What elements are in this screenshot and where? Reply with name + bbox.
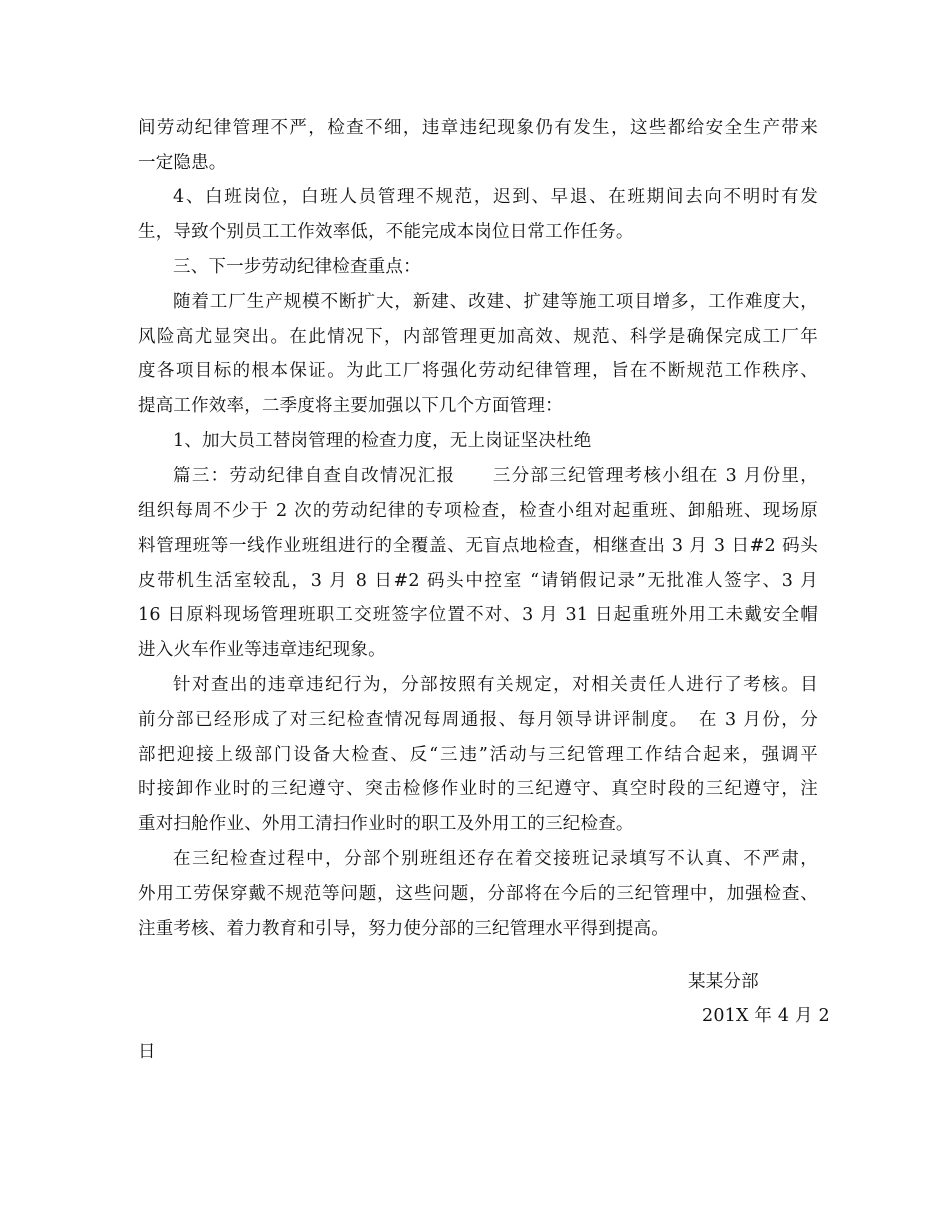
signature-org: 某某分部 — [688, 972, 759, 992]
signature-date: 201X 年 4 月 2 — [702, 1006, 830, 1026]
text-line: 一定隐患。 — [138, 153, 227, 173]
text-line: 时接卸作业时的三纪遵守、突击检修作业时的三纪遵守、真空时段的三纪遵守，注 — [138, 779, 818, 799]
signature-date-tail: 日 — [138, 1042, 156, 1062]
text-line: 皮带机生活室较乱，3 月 8 日#2 码头中控室 “请销假记录”无批准人签字、3 月 — [138, 571, 818, 591]
text-line: 篇三：劳动纪律自查自改情况汇报 三分部三纪管理考核小组在 3 月份里， — [173, 466, 818, 486]
text-line: 注重考核、着力教育和引导，努力使分部的三纪管理水平得到提高。 — [138, 919, 669, 939]
text-line: 组织每周不少于 2 次的劳动纪律的专项检查，检查小组对起重班、卸船班、现场原 — [138, 501, 818, 521]
text-line: 16 日原料现场管理班职工交班签字位置不对、3 月 31 日起重班外用工未戴安全帽 — [138, 605, 818, 625]
text-line: 提高工作效率，二季度将主要加强以下几个方面管理： — [138, 396, 563, 416]
text-line: 间劳动纪律管理不严，检查不细，违章违纪现象仍有发生，这些都给安全生产带来 — [138, 118, 818, 138]
text-line: 前分部已经形成了对三纪检查情况每周通报、每月领导讲评制度。 在 3 月份，分 — [138, 710, 818, 730]
text-line: 在三纪检查过程中，分部个别班组还存在着交接班记录填写不认真、不严肃， — [173, 849, 818, 869]
text-line: 料管理班等一线作业班组进行的全覆盖、无盲点地检查，相继查出 3 月 3 日#2 码头 — [138, 536, 818, 556]
text-line: 部把迎接上级部门设备大检查、反“三违”活动与三纪管理工作结合起来，强调平 — [138, 745, 818, 765]
text-line: 重对扫舱作业、外用工清扫作业时的职工及外用工的三纪检查。 — [138, 814, 634, 834]
text-line: 随着工厂生产规模不断扩大，新建、改建、扩建等施工项目增多，工作难度大， — [173, 292, 818, 312]
text-line: 度各项目标的根本保证。为此工厂将强化劳动纪律管理，旨在不断规范工作秩序、 — [138, 361, 818, 381]
text-line: 4、白班岗位，白班人员管理不规范，迟到、早退、在班期间去向不明时有发 — [173, 187, 818, 207]
text-line: 针对查出的违章违纪行为，分部按照有关规定，对相关责任人进行了考核。目 — [173, 675, 818, 695]
text-line: 进入火车作业等违章违纪现象。 — [138, 640, 386, 660]
text-line: 外用工劳保穿戴不规范等问题，这些问题，分部将在今后的三纪管理中，加强检查、 — [138, 884, 818, 904]
text-line: 1、加大员工替岗管理的检查力度，无上岗证坚决杜绝 — [173, 431, 592, 451]
text-line: 风险高尤显突出。在此情况下，内部管理更加高效、规范、科学是确保完成工厂年 — [138, 327, 818, 347]
text-line: 生，导致个别员工工作效率低，不能完成本岗位日常工作任务。 — [138, 222, 634, 242]
text-line: 三、下一步劳动纪律检查重点： — [173, 257, 421, 277]
